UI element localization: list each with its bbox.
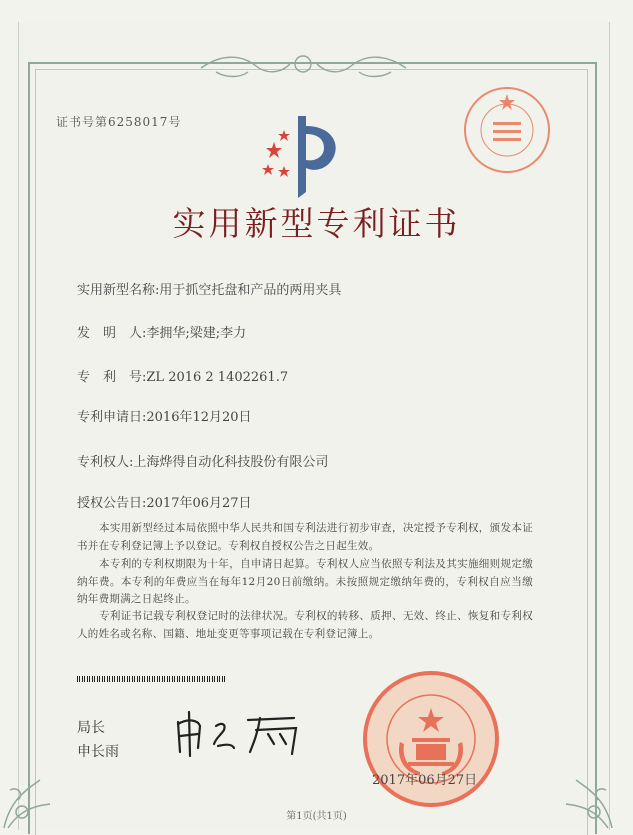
seal-date: 2017年06月27日 [372, 773, 478, 788]
handwritten-signature [170, 708, 310, 758]
field-label: 专 利 号: [77, 370, 147, 385]
field-value: 用于抓空托盘和产品的两用夹具 [159, 283, 342, 298]
field-label: 授权公告日: [77, 496, 147, 511]
ornament-top [196, 50, 411, 82]
barcode [77, 676, 225, 682]
signatory-role: 局长 [77, 720, 105, 736]
field-patentee [77, 451, 328, 470]
field-value: ZL 2016 2 1402261.7 [146, 370, 289, 385]
field-application-date [77, 406, 252, 425]
field-value: 上海烨得自动化科技股份有限公司 [133, 455, 329, 470]
field-patent-number [77, 366, 288, 385]
field-grant-date [77, 492, 252, 511]
certificate-number: 证书号第6258017号 [56, 115, 182, 129]
paragraph-legal-status: 专利证书记载专利权登记时的法律状况。专利权的转移、质押、无效、终止、恢复和专利权人的姓名或名称、国籍、地址变更等事项记载在专利登记簿上。 [77, 610, 533, 640]
fee-stamp-seal [461, 84, 553, 176]
page-footer: 第1页(共1页) [286, 811, 347, 822]
field-label: 实用新型名称: [77, 283, 160, 298]
field-value: 2016年12月20日 [146, 410, 252, 425]
field-utility-model-name [77, 279, 341, 298]
certificate-title: 实用新型专利证书 [172, 204, 461, 243]
field-label: 专利申请日: [77, 410, 147, 425]
field-inventors [77, 322, 246, 341]
national-ip-office-seal [360, 668, 502, 810]
paragraph-grant: 本实用新型经过本局依照中华人民共和国专利法进行初步审查，决定授予专利权，颁发本证书并在专利登记簿上予以登记。专利权自授权公告之日起生效。 [77, 522, 533, 552]
signatory-name: 申长雨 [77, 744, 119, 760]
field-label: 发 明 人: [77, 326, 147, 341]
field-label: 专利权人: [77, 455, 134, 470]
field-value: 2017年06月27日 [146, 496, 252, 511]
paragraph-term-fees: 本专利的专利权期限为十年，自申请日起算。专利权人应当依照专利法及其实施细则规定缴纳年费。本专利的年费应当在每年12月20日前缴纳。未按照规定缴纳年费的，专利权自应当缴纳年费期满之日起终止。 [77, 558, 533, 605]
patent-logo-icon [250, 108, 346, 200]
field-value: 李拥华;梁建;李力 [146, 326, 247, 341]
